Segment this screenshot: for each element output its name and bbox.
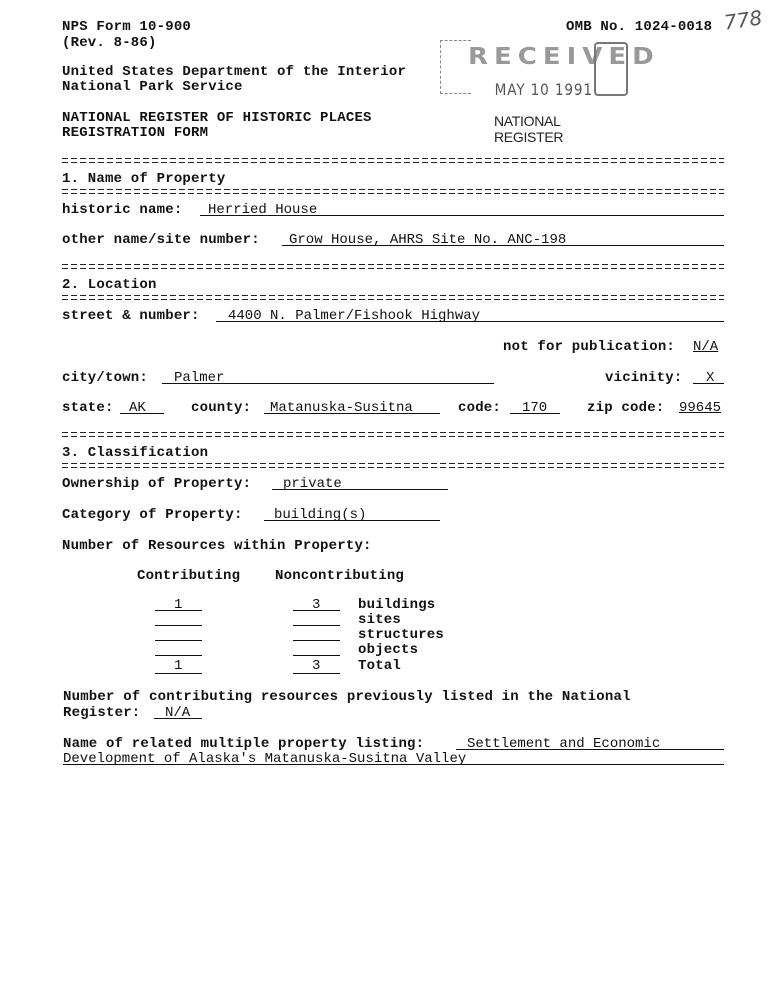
street-label: street & number: bbox=[62, 308, 200, 324]
resource-type-label: buildings bbox=[358, 597, 436, 613]
other-name-label: other name/site number: bbox=[62, 232, 260, 248]
count-underline bbox=[155, 673, 202, 674]
related-listing-field[interactable]: Settlement and Economic bbox=[467, 736, 661, 752]
zip-field[interactable]: 99645 bbox=[679, 400, 722, 416]
related-listing-field-line2[interactable]: Development of Alaska's Matanuska-Susitna Valley bbox=[63, 751, 467, 767]
section-divider bbox=[62, 189, 724, 194]
field-underline bbox=[154, 718, 202, 719]
department-name: United States Department of the Interior bbox=[62, 64, 407, 80]
county-label: county: bbox=[191, 400, 252, 416]
ownership-field[interactable]: private bbox=[283, 476, 342, 492]
received-stamp bbox=[440, 40, 660, 110]
handwritten-number: 778 bbox=[722, 5, 764, 35]
other-name-field[interactable]: Grow House, AHRS Site No. ANC-198 bbox=[289, 232, 567, 248]
resources-label: Number of Resources within Property: bbox=[62, 538, 372, 554]
form-title: REGISTRATION FORM bbox=[62, 125, 209, 141]
zip-label: zip code: bbox=[587, 400, 665, 416]
category-label: Category of Property: bbox=[62, 507, 243, 523]
state-field[interactable]: AK bbox=[129, 400, 146, 416]
contributing-column-header: Contributing bbox=[137, 568, 241, 584]
vicinity-label: vicinity: bbox=[605, 370, 683, 386]
city-field[interactable]: Palmer bbox=[174, 370, 225, 386]
historic-name-label: historic name: bbox=[62, 202, 183, 218]
category-field[interactable]: building(s) bbox=[274, 507, 367, 523]
stamp-office-line1: NATIONAL bbox=[494, 113, 561, 129]
field-underline bbox=[63, 764, 724, 765]
count-underline bbox=[293, 655, 340, 656]
field-underline bbox=[272, 489, 448, 490]
noncontributing-count[interactable]: 3 bbox=[312, 597, 321, 613]
contributing-count[interactable]: 1 bbox=[174, 597, 183, 613]
resource-type-label: Total bbox=[358, 658, 402, 674]
count-underline bbox=[155, 640, 202, 641]
form-revision: (Rev. 8-86) bbox=[62, 35, 157, 51]
field-underline bbox=[200, 215, 724, 216]
noncontributing-column-header: Noncontributing bbox=[275, 568, 405, 584]
field-underline bbox=[216, 321, 724, 322]
omb-number: OMB No. 1024-0018 bbox=[566, 19, 713, 35]
historic-name-field[interactable]: Herried House bbox=[208, 202, 318, 218]
stamp-bracket-right bbox=[594, 42, 628, 96]
count-underline bbox=[293, 673, 340, 674]
register-title: NATIONAL REGISTER OF HISTORIC PLACES bbox=[62, 110, 372, 126]
count-underline bbox=[155, 655, 202, 656]
stamp-bracket-left bbox=[440, 40, 471, 94]
service-name: National Park Service bbox=[62, 79, 243, 95]
city-label: city/town: bbox=[62, 370, 149, 386]
previously-listed-label: Number of contributing resources previously listed in the National bbox=[63, 689, 631, 705]
previously-listed-label-2: Register: bbox=[63, 705, 141, 721]
county-field[interactable]: Matanuska-Susitna bbox=[270, 400, 413, 416]
resource-type-label: sites bbox=[358, 612, 402, 628]
field-underline bbox=[264, 520, 440, 521]
count-underline bbox=[155, 625, 202, 626]
contributing-total[interactable]: 1 bbox=[174, 658, 183, 674]
section-divider bbox=[62, 264, 724, 269]
count-underline bbox=[293, 625, 340, 626]
section-divider bbox=[62, 158, 724, 163]
section-1-heading: 1. Name of Property bbox=[62, 171, 226, 187]
field-underline bbox=[510, 413, 560, 414]
not-for-publication-label: not for publication: bbox=[503, 339, 676, 355]
section-2-heading: 2. Location bbox=[62, 277, 157, 293]
state-label: state: bbox=[62, 400, 114, 416]
related-listing-label: Name of related multiple property listing: bbox=[63, 736, 425, 752]
count-underline bbox=[293, 640, 340, 641]
field-underline bbox=[693, 383, 724, 384]
street-field[interactable]: 4400 N. Palmer/Fishook Highway bbox=[228, 308, 481, 324]
field-underline bbox=[264, 413, 440, 414]
not-for-publication-field[interactable]: N/A bbox=[693, 339, 719, 355]
code-field[interactable]: 170 bbox=[522, 400, 548, 416]
field-underline bbox=[282, 245, 724, 246]
vicinity-field[interactable]: X bbox=[706, 370, 715, 386]
resource-type-label: structures bbox=[358, 627, 445, 643]
field-underline bbox=[456, 749, 724, 750]
previously-listed-field[interactable]: N/A bbox=[165, 705, 191, 721]
field-underline bbox=[162, 383, 494, 384]
resource-type-label: objects bbox=[358, 642, 419, 658]
stamp-office-line2: REGISTER bbox=[494, 129, 564, 145]
code-label: code: bbox=[458, 400, 502, 416]
section-divider bbox=[62, 295, 724, 300]
field-underline bbox=[120, 413, 164, 414]
noncontributing-total[interactable]: 3 bbox=[312, 658, 321, 674]
section-divider bbox=[62, 432, 724, 437]
stamp-received-text: RECEIVED bbox=[468, 43, 660, 71]
stamp-date: MAY 10 1991 bbox=[494, 80, 593, 99]
count-underline bbox=[293, 610, 340, 611]
form-number: NPS Form 10-900 bbox=[62, 19, 192, 35]
section-divider bbox=[62, 463, 724, 468]
count-underline bbox=[155, 610, 202, 611]
ownership-label: Ownership of Property: bbox=[62, 476, 252, 492]
section-3-heading: 3. Classification bbox=[62, 445, 209, 461]
